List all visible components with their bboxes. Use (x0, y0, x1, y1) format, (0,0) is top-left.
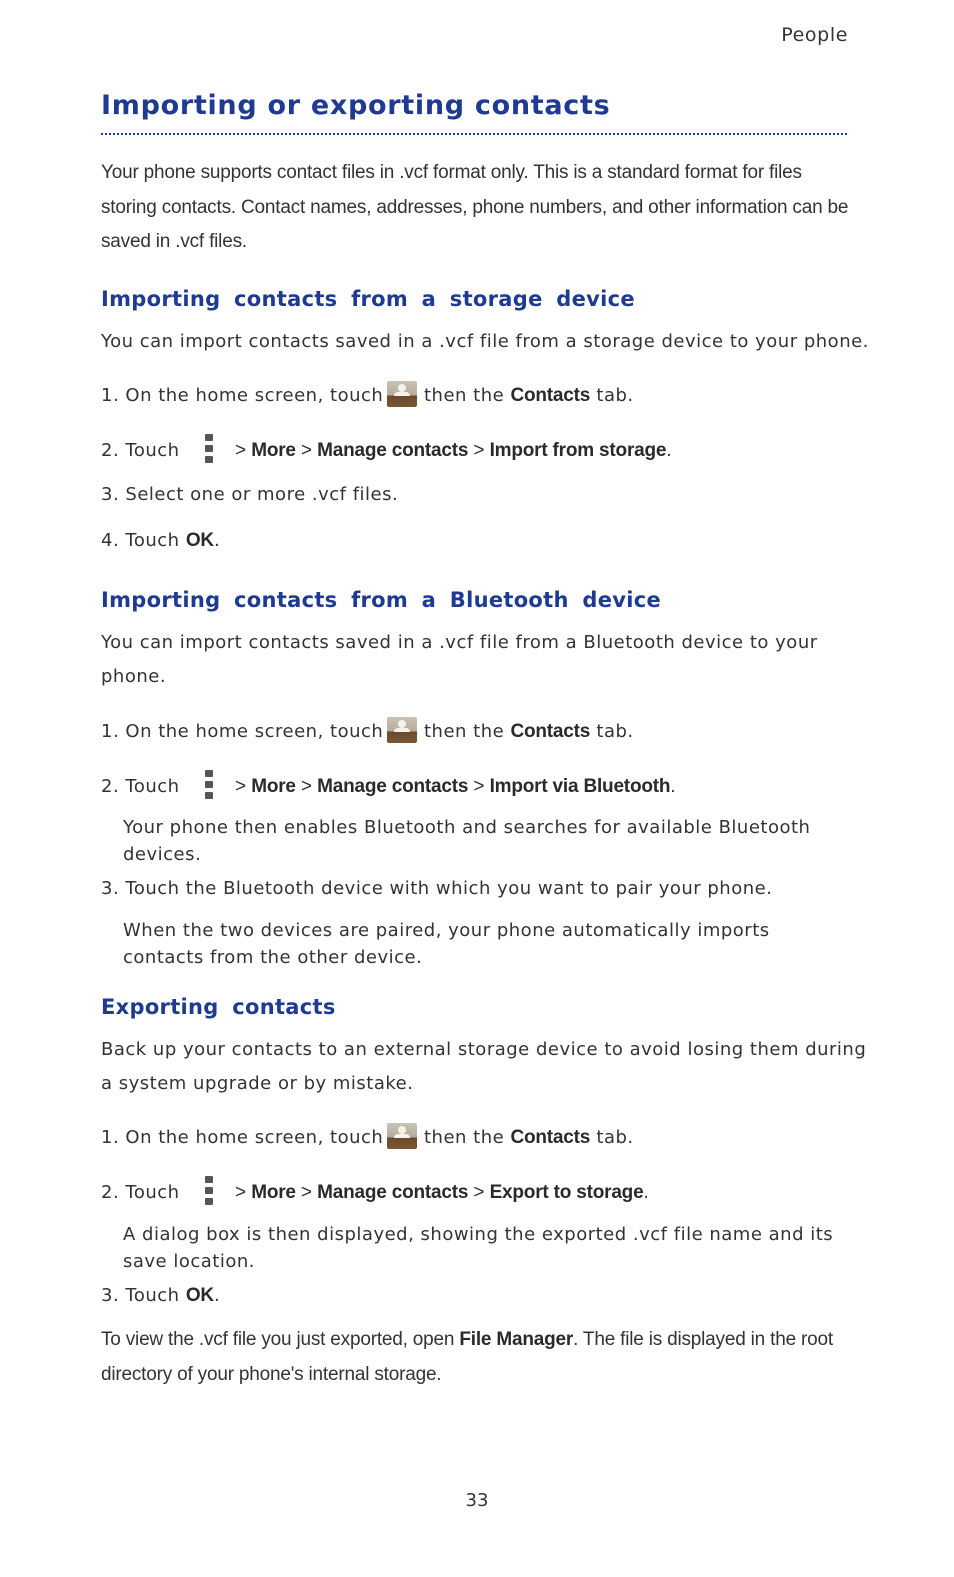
section-heading-storage: Importing contacts from a storage device (101, 287, 635, 311)
page-title: Importing or exporting contacts (101, 90, 611, 121)
contacts-app-icon (387, 381, 417, 407)
export-description-line2: a system upgrade or by mistake. (101, 1073, 414, 1094)
period: . (666, 440, 672, 461)
step-text: Touch the Bluetooth device with which you want to pair your phone. (125, 878, 773, 899)
title-divider (101, 133, 847, 135)
step-text: Touch (125, 440, 180, 461)
bluetooth-step-3 (101, 878, 772, 899)
step-number: 3. (101, 1285, 120, 1306)
export-step-2-path (235, 1182, 649, 1204)
step-text: Touch (125, 1182, 180, 1203)
menu-icon (205, 770, 213, 800)
step-number: 2. (101, 440, 120, 461)
manage-contacts-label: Manage contacts (317, 776, 469, 797)
section-heading-export: Exporting contacts (101, 995, 336, 1019)
path-separator: > (473, 440, 485, 461)
file-manager-label: File Manager (459, 1329, 574, 1350)
ok-label: OK (185, 530, 214, 551)
step-text: tab. (596, 1127, 634, 1148)
step-text: Touch (125, 530, 180, 551)
bluetooth-step-1 (101, 721, 383, 742)
step-text: then the (424, 385, 505, 406)
export-step-2-note: A dialog box is then displayed, showing the exported .vcf file name and its save location. (123, 1224, 834, 1272)
path-separator: > (235, 440, 247, 461)
export-step-1-tail (424, 1127, 634, 1149)
export-step-1 (101, 1127, 383, 1148)
section-heading-bluetooth: Importing contacts from a Bluetooth device (101, 588, 662, 612)
path-separator: > (473, 1182, 485, 1203)
contacts-tab-label: Contacts (510, 721, 591, 742)
menu-icon (205, 434, 213, 464)
bluetooth-step-3-note: When the two devices are paired, your phone automatically imports contacts from the other device. (123, 920, 770, 968)
contacts-tab-label: Contacts (510, 1127, 591, 1148)
bluetooth-description-line1: You can import contacts saved in a .vcf file from a Bluetooth device to your (101, 632, 818, 653)
path-separator: > (300, 1182, 313, 1203)
step-text: On the home screen, touch (125, 385, 384, 406)
bluetooth-step-2 (101, 776, 180, 797)
page-number: 33 (465, 1490, 489, 1511)
import-from-storage-label: Import from storage (489, 440, 667, 461)
manage-contacts-label: Manage contacts (317, 440, 469, 461)
step-number: 1. (101, 385, 120, 406)
path-separator: > (235, 1182, 247, 1203)
step-number: 3. (101, 878, 120, 899)
running-header: People (781, 24, 848, 46)
step-text: tab. (596, 385, 634, 406)
storage-description: You can import contacts saved in a .vcf file from a storage device to your phone. (101, 331, 869, 352)
bluetooth-step-2-note: Your phone then enables Bluetooth and searches for available Bluetooth devices. (123, 817, 811, 865)
manage-contacts-label: Manage contacts (317, 1182, 469, 1203)
bluetooth-description-line2: phone. (101, 666, 167, 687)
step-text: Select one or more .vcf files. (125, 484, 399, 505)
ok-label: OK (185, 1285, 214, 1306)
storage-step-2 (101, 440, 180, 461)
storage-step-1-tail (424, 385, 634, 407)
menu-icon (205, 1176, 213, 1206)
export-description-line1: Back up your contacts to an external storage device to avoid losing them during (101, 1039, 867, 1060)
step-number: 2. (101, 776, 120, 797)
contacts-app-icon (387, 1123, 417, 1149)
path-separator: > (300, 440, 313, 461)
step-text: On the home screen, touch (125, 1127, 384, 1148)
closing-text: To view the .vcf file you just exported, open (101, 1329, 455, 1350)
period: . (643, 1182, 649, 1203)
step-text: On the home screen, touch (125, 721, 384, 742)
contacts-app-icon (387, 717, 417, 743)
path-separator: > (235, 776, 247, 797)
path-separator: > (473, 776, 485, 797)
period: . (213, 530, 221, 551)
import-via-bluetooth-label: Import via Bluetooth (489, 776, 671, 797)
menu-more-label: More (251, 440, 296, 461)
closing-text: . The file is displayed in the root directory of your phone's internal storage. (101, 1329, 833, 1385)
storage-step-2-path (235, 440, 672, 462)
storage-step-3 (101, 484, 398, 505)
step-number: 1. (101, 721, 120, 742)
path-separator: > (300, 776, 313, 797)
export-to-storage-label: Export to storage (489, 1182, 644, 1203)
step-number: 1. (101, 1127, 120, 1148)
step-text: Touch (125, 776, 180, 797)
intro-paragraph: Your phone supports contact files in .vcf format only. This is a standard format for files storing contacts. Contact names, addresses, phone numbers, and other information can be saved in .vcf files. (101, 162, 849, 252)
period: . (213, 1285, 221, 1306)
closing-paragraph (101, 1323, 861, 1392)
step-text: tab. (596, 721, 634, 742)
storage-step-4 (101, 530, 220, 552)
export-step-2 (101, 1182, 180, 1203)
bluetooth-step-1-tail (424, 721, 634, 743)
step-number: 3. (101, 484, 120, 505)
menu-more-label: More (251, 1182, 296, 1203)
step-number: 2. (101, 1182, 120, 1203)
step-text: then the (424, 1127, 505, 1148)
step-text: Touch (125, 1285, 180, 1306)
menu-more-label: More (251, 776, 296, 797)
export-step-3 (101, 1285, 220, 1307)
period: . (670, 776, 676, 797)
contacts-tab-label: Contacts (510, 385, 591, 406)
step-number: 4. (101, 530, 120, 551)
storage-step-1 (101, 385, 383, 406)
bluetooth-step-2-path (235, 776, 676, 798)
step-text: then the (424, 721, 505, 742)
